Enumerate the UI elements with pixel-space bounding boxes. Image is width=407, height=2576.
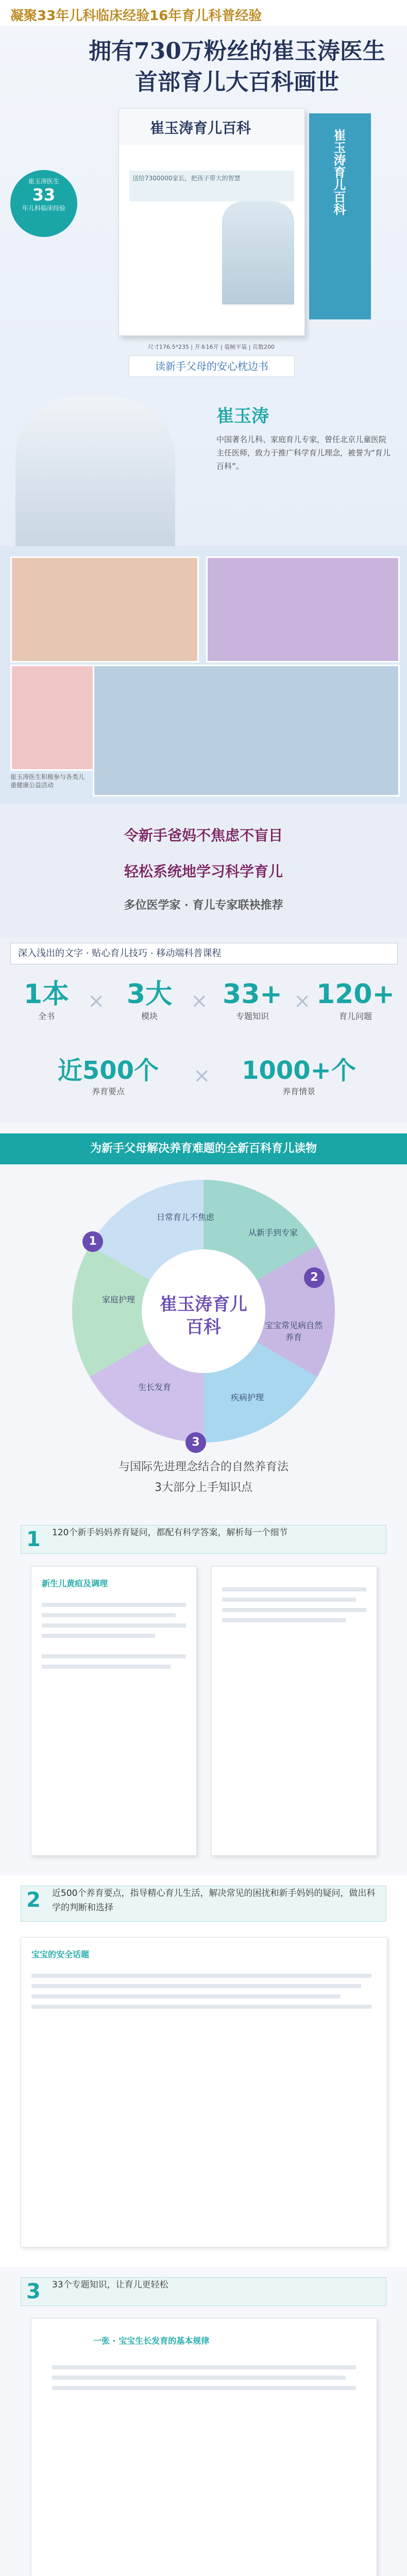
- stats-section: [0, 938, 407, 1123]
- stats-bar: 深入浅出的文字 · 贴心育儿技巧 · 移动端科普课程: [10, 943, 398, 964]
- stat-4-num: 120+: [316, 979, 395, 1010]
- main-title: [77, 36, 397, 98]
- wheel-number-3: 3: [185, 1432, 206, 1453]
- feature-1-bar: [21, 1525, 386, 1554]
- feature-3-number: 3: [26, 2280, 41, 2303]
- feature-2-section: [0, 1875, 407, 2267]
- wheel-label-6: 家庭护理: [101, 1295, 135, 1304]
- top-line: 凝聚33年儿科临床经验16年育儿科普经验: [10, 8, 262, 24]
- tagline: 读新手父母的安心枕边书: [129, 355, 295, 377]
- wheel-number-2: 2: [304, 1267, 325, 1288]
- stat-1-text: 全书: [38, 1011, 55, 1021]
- stat-5-num: 近500个: [57, 1056, 159, 1085]
- experience-badge: [10, 170, 77, 237]
- badge-top: 崔玉涛医生: [28, 178, 59, 185]
- feature-1-page-left: [31, 1566, 197, 1856]
- wheel-caption-2: 3大部分上手知识点: [155, 1481, 252, 1494]
- wheel-section: [0, 1123, 407, 1515]
- feature-3-text: 33个专题知识，让育儿更轻松: [52, 2280, 168, 2290]
- stat-2-text: 模块: [141, 1011, 158, 1021]
- title-line-2: 首部育儿大百科画世: [135, 69, 339, 95]
- book-title: 崔玉涛育儿百科: [150, 120, 251, 137]
- stat-3: [211, 979, 294, 1022]
- wheel-caption-1: 与国际先进理念结合的自然养育法: [118, 1461, 289, 1473]
- multiply-icon: ×: [193, 1064, 211, 1088]
- photos-caption: 崔玉涛医生积极参与各类儿童健康公益活动: [10, 773, 85, 789]
- stat-1-num: 1本: [23, 979, 70, 1010]
- wheel-label-2: 从新手到专家: [248, 1228, 298, 1238]
- goals-section: [0, 804, 407, 938]
- goal-line-3: 多位医学家 · 育儿专家联袂推荐: [124, 899, 283, 912]
- stat-2: [108, 979, 191, 1022]
- stat-5: [31, 1056, 185, 1097]
- goal-line-2: 轻松系统地学习科学育儿: [124, 863, 283, 880]
- wheel-number-1: 1: [82, 1231, 103, 1252]
- feature-3-bar: [21, 2277, 386, 2306]
- feature-3-page: [31, 2318, 377, 2576]
- book-spine: [309, 113, 371, 319]
- feature-2-text: 近500个养育要点，指导精心育儿生活，解决常见的困扰和新手妈妈的疑问，做出科学的判断和选择: [52, 1888, 376, 1913]
- stat-4-text: 育儿问题: [338, 1011, 372, 1021]
- book-header: [119, 109, 304, 145]
- wheel-center-title: 崔玉涛育儿百科: [160, 1294, 247, 1337]
- feature-2-bar: [21, 1886, 386, 1922]
- feature-2-number: 2: [26, 1888, 41, 1912]
- feature-1-section: [0, 1515, 407, 1875]
- photo-event-4: [93, 665, 400, 796]
- doctor-bio: 中国著名儿科、家庭育儿专家，曾任北京儿童医院主任医师，致力于推广科学育儿理念，被誉为“育儿百科”。: [216, 435, 391, 471]
- stat-4: [314, 979, 397, 1022]
- stat-3-text: 专题知识: [235, 1011, 269, 1021]
- top-banner: [0, 0, 407, 26]
- photos-section: [0, 546, 407, 804]
- multiply-icon: ×: [191, 989, 208, 1013]
- wheel-label-5: 生长发育: [138, 1382, 171, 1392]
- feature-3-page-title: 一张 · 宝宝生长发育的基本规律: [93, 2336, 210, 2346]
- book-cover: [118, 108, 305, 336]
- wheel-label-1: 日常育儿不焦虑: [156, 1212, 214, 1222]
- feature-2-page: [21, 1937, 387, 2247]
- photo-event-3: [206, 556, 400, 663]
- stat-6-num: 1000+个: [242, 1056, 356, 1085]
- feature-1-text: 120个新手妈妈养育疑问，都配有科学答案，解析每一个细节: [52, 1528, 288, 1538]
- stat-1: [5, 979, 88, 1022]
- multiply-icon: ×: [294, 989, 311, 1013]
- stat-6: [222, 1056, 376, 1097]
- title-line-1: 拥有730万粉丝的崔玉涛医生: [89, 38, 385, 64]
- spine-title: 崔玉涛育儿百科: [331, 129, 346, 215]
- book-subtitle: 送给7300000家长，把孩子带大的智慧: [129, 171, 294, 201]
- multiply-icon: ×: [88, 989, 105, 1013]
- stat-6-text: 养育情景: [282, 1087, 315, 1096]
- badge-bottom: 年儿科临床经验: [22, 205, 65, 212]
- photo-event-1: [10, 556, 199, 663]
- stat-5-text: 养育要点: [91, 1087, 125, 1096]
- stat-3-num: 33+: [223, 979, 282, 1010]
- doctor-name: 崔玉涛: [216, 406, 269, 427]
- feature-1-page-right: [211, 1566, 377, 1856]
- feature-1-page-title: 新生儿黄疸及调理: [42, 1579, 108, 1588]
- badge-number: 33: [32, 185, 56, 205]
- goal-line-1: 令新手爸妈不焦虑不盲目: [124, 827, 283, 844]
- book-doctor-photo: [222, 201, 294, 304]
- doctor-portrait: [15, 397, 175, 546]
- wheel-label-3: 宝宝常见病自然养育: [264, 1320, 323, 1342]
- wheel-label-4: 疾病护理: [230, 1393, 264, 1402]
- wheel-banner: 为新手父母解决养育难题的全新百科育儿读物: [0, 1133, 407, 1164]
- stat-2-num: 3大: [126, 979, 173, 1010]
- feature-3-section: [0, 2267, 407, 2576]
- book-specs: 尺寸176.5*235 | 开本16开 | 装帧平装 | 页数200: [147, 344, 275, 350]
- feature-1-number: 1: [26, 1528, 41, 1551]
- header-section: [0, 0, 407, 546]
- feature-2-tip: 宝宝的安全话题: [31, 1950, 90, 1959]
